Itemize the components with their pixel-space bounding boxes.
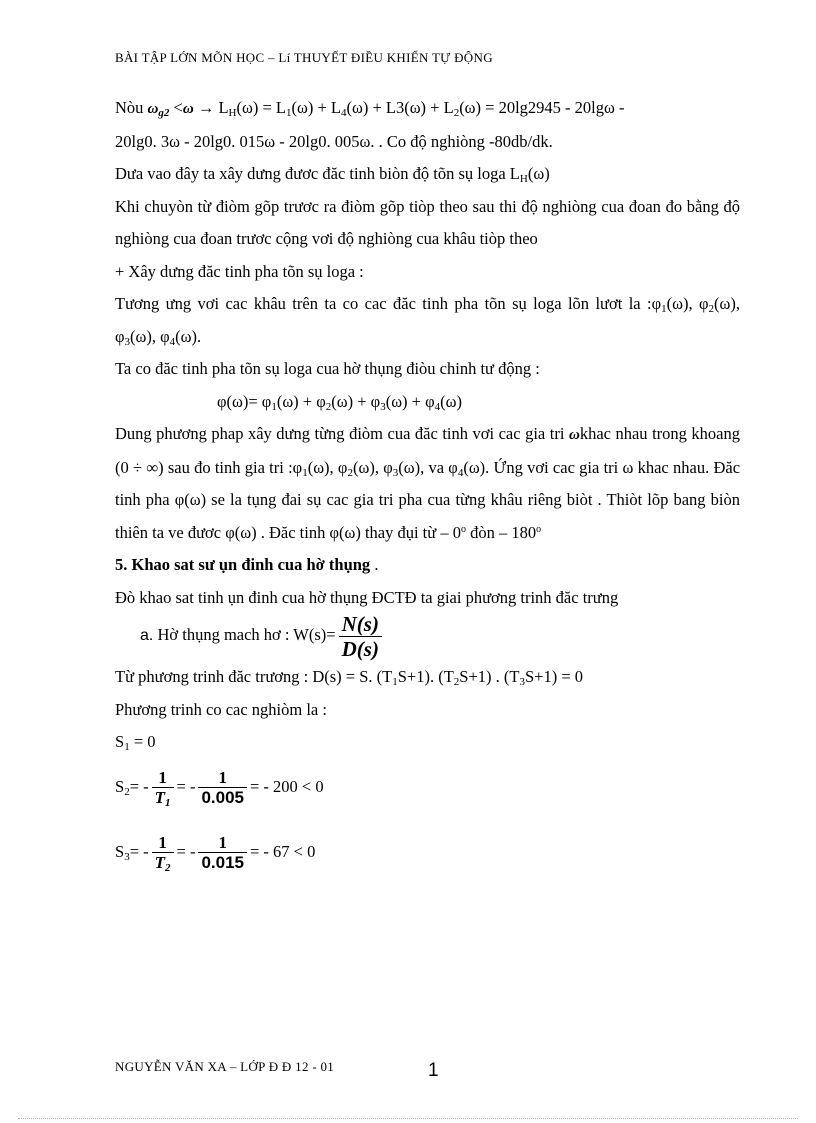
paragraph-system-phase: Ta co đăc tinh pha tõn sụ loga cua hờ thụng điòu chinh tư động :: [115, 359, 540, 378]
omega-symbol: ω: [568, 427, 580, 443]
paragraph-stability-intro: Đò khao sat tinh ụn đinh cua hờ thụng ĐCTĐ ta giai phương trinh đăc trưng: [115, 587, 619, 607]
open-loop-transfer-function: a. Hờ thụng mach hơ : W(s)= $\frac{N(s)}{D(s)}$: [115, 610, 740, 661]
characteristic-equation: Từ phương trinh đăc trương : D(s) = S. $(T_1S+1)$. $(T_2S+1)$ . $(T_3S+1) = 0$: [115, 667, 584, 688]
page-number: 1: [428, 1060, 439, 1081]
section-heading-5: 5. Khao sat sư ụn đinh cua hờ thụng .: [115, 555, 379, 574]
roots-intro: Phương trinh co cac nghiòm la :: [115, 699, 327, 719]
phase-sum-equation: $\varphi(\omega)= \varphi_1(\omega) + \varphi_2(\omega) + \varphi_3(\omega) + \varphi_4(\omega)$: [217, 391, 462, 413]
document-body: [115, 92, 740, 887]
paragraph-line-2: 20lg0. 3ω - 20lg0. 015ω - 20lg0. 005ω. . Co độ nghiòng -80db/dk.: [115, 131, 553, 151]
root-s3: $S_3=$ - $\frac{1}{T_2}$ = - $\frac{1}{0.015}$ = - 67 < 0: [115, 832, 316, 875]
paragraph-phase-heading: + Xây dưng đăc tinh pha tõn sụ loga :: [115, 261, 364, 281]
fraction-1-over-0015: $\frac{1}{0.015}$: [198, 833, 247, 873]
root-s1: $S_1 = 0$: [115, 732, 156, 753]
paragraph-phase-characteristics: Tương ưng vơi cac khâu trên ta co cac đăc tinh pha tõn sụ loga lõn lươt la $:\varphi_1(\omega)$, $\varphi_2(\omega)$, $\varphi_3(\omega)$, $\varphi_4(\omega)$.: [115, 294, 740, 348]
infinity-symbol: ∞: [146, 457, 159, 477]
paragraph-line-3: Dưa vao đây ta xây dưng đươc đăc tinh biòn độ tõn sụ loga $L_H(\omega)$: [115, 164, 550, 185]
page-header: BÀI TẬP LỚN MÕN HỌC – Lí THUYẾT ĐIỀU KHIỂN TỰ ĐỘNG: [115, 50, 493, 65]
omega-symbol: ω: [182, 101, 194, 117]
fraction-1-over-t2: $\frac{1}{T_2}$: [152, 833, 174, 873]
paragraph-method: Dung phương phap xây dưng từng điòm cua đăc tinh vơi cac gia tri ωkhac nhau trong khoang (0 ÷ ∞) sau đo tinh gia tri $:\varphi_1(\omega)$, $\varphi_2(\omega)$, $\varphi_3(\omega)$, va $\varphi_4(\omega)$. Ứng vơi cac gia tri ω khac nhau. Đăc tinh pha φ(ω) se la tụng đai sụ cac gia tri pha cua từng khâu riêng biòt . Thiòt lõp bang biòn thiên ta ve đươc φ(ω) . Đăc tinh φ(ω) thay đụi từ – 0$^o$ đòn – 180$^o$: [115, 424, 741, 542]
root-s2: $S_2=$ - $\frac{1}{T_1}$ = - $\frac{1}{0.005}$ = - 200 < 0: [115, 767, 324, 810]
transfer-fraction: $\frac{N(s)}{D(s)}$: [339, 612, 382, 661]
paragraph-line-1: Nòu $\omega_{g2} <\omega \to L_H(\omega) = L_1(\omega) + L_4(\omega) + L3(\omega) + L_2(\omega) = 20\lg 2945 - 20\lg\omega$ -: [115, 98, 625, 119]
paragraph-slope: Khi chuyòn từ điòm gõp trươc ra điòm gõp tiòp theo sau thi độ nghiòng cua đoan đo bằng độ nghiòng cua đoan trươc cộng vơi độ nghiòng cua khâu tiòp theo: [115, 196, 740, 248]
fraction-1-over-t1: $\frac{1}{T_1}$: [152, 768, 174, 808]
omega-symbol: ω: [147, 101, 159, 117]
fraction-1-over-0005: $\frac{1}{0.005}$: [198, 768, 247, 808]
page-footer: NGUYỄN VĂN XA – LỚP Đ Đ 12 - 01: [115, 1059, 335, 1074]
page-bottom-divider: [18, 1118, 798, 1119]
